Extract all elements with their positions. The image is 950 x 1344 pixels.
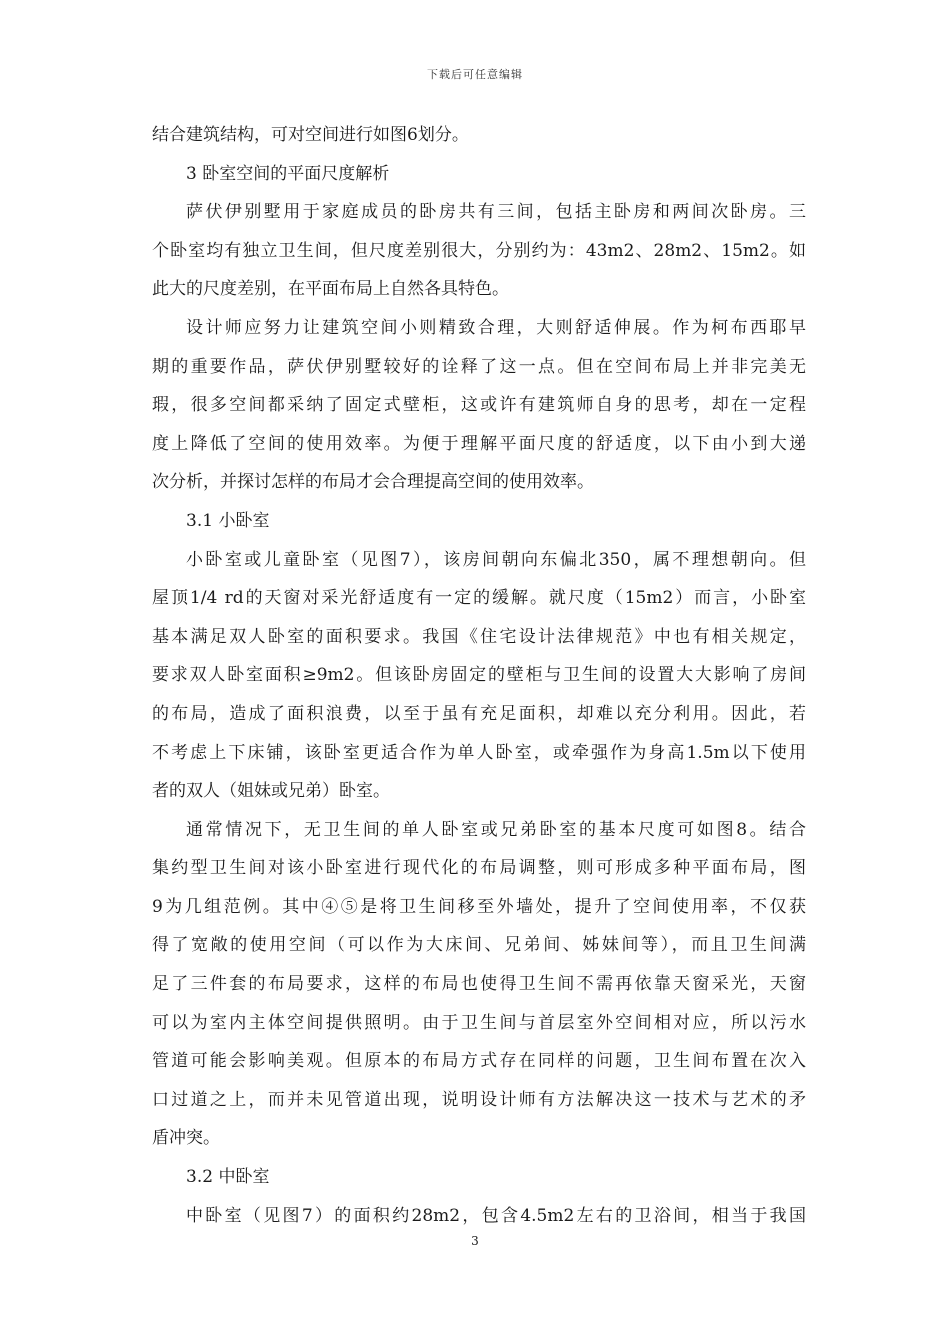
text-line: 3 卧室空间的平面尺度解析: [186, 163, 390, 184]
text-line: 基本满足双人卧室的面积要求。我国《住宅设计法律规范》中也有相关规定，: [152, 626, 806, 647]
text-line: 足了三件套的布局要求，这样的布局也使得卫生间不需再依靠天窗采光，天窗: [152, 974, 806, 995]
text-line: 集约型卫生间对该小卧室进行现代化的布局调整，则可形成多种平面布局，图: [152, 858, 806, 879]
text-line: 瑕，很多空间都采纳了固定式壁柜，这或许有建筑师自身的思考，却在一定程: [152, 395, 806, 416]
text-line: 度上降低了空间的使用效率。为便于理解平面尺度的舒适度，以下由小到大递: [152, 433, 806, 454]
text-line: 3.2 中卧室: [186, 1167, 270, 1188]
text-line: 此大的尺度差别，在平面布局上自然各具特色。: [152, 279, 509, 300]
text-line: 不考虑上下床铺，该卧室更适合作为单人卧室，或牵强作为身高1.5m以下使用: [152, 742, 806, 763]
page-number: 3: [471, 1234, 479, 1248]
text-line: 个卧室均有独立卫生间，但尺度差别很大，分别约为：43m2、28m2、15m2。如: [152, 240, 806, 261]
text-line: 3.1 小卧室: [186, 510, 270, 531]
text-line: 结合建筑结构，可对空间进行如图6划分。: [152, 125, 469, 145]
page-header: 下载后可任意编辑: [427, 68, 523, 81]
document-body: [152, 116, 806, 1235]
text-line: 得了宽敞的使用空间（可以作为大床间、兄弟间、姊妹间等），而且卫生间满: [152, 935, 806, 956]
text-line: 管道可能会影响美观。但原本的布局方式存在同样的问题，卫生间布置在次入: [152, 1051, 806, 1072]
text-line: 通常情况下，无卫生间的单人卧室或兄弟卧室的基本尺度可如图8。结合: [186, 819, 806, 840]
text-line: 要求双人卧室面积≥9m2。但该卧房固定的壁柜与卫生间的设置大大影响了房间: [152, 665, 806, 686]
text-line: 9为几组范例。其中④⑤是将卫生间移至外墙处，提升了空间使用率，不仅获: [152, 896, 806, 917]
text-line: 者的双人（姐妹或兄弟）卧室。: [152, 781, 390, 802]
text-line: 中卧室（见图7）的面积约28m2，包含4.5m2左右的卫浴间，相当于我国: [186, 1205, 806, 1226]
text-line: 可以为室内主体空间提供照明。由于卫生间与首层室外空间相对应，所以污水: [152, 1012, 806, 1033]
text-line: 萨伏伊别墅用于家庭成员的卧房共有三间，包括主卧房和两间次卧房。三: [186, 202, 806, 223]
text-line: 屋顶1/4 rd的天窗对采光舒适度有一定的缓解。就尺度（15m2）而言，小卧室: [152, 588, 806, 609]
text-line: 口过道之上，而并未见管道出现，说明设计师有方法解决这一技术与艺术的矛: [152, 1089, 806, 1110]
text-line: 设计师应努力让建筑空间小则精致合理，大则舒适伸展。作为柯布西耶早: [186, 317, 806, 338]
text-line: 盾冲突。: [152, 1128, 220, 1149]
text-line: 的布局，造成了面积浪费，以至于虽有充足面积，却难以充分利用。因此，若: [152, 703, 806, 724]
text-line: 小卧室或儿童卧室（见图7），该房间朝向东偏北350，属不理想朝向。但: [186, 549, 806, 570]
text-line: 次分析，并探讨怎样的布局才会合理提高空间的使用效率。: [152, 472, 594, 493]
text-line: 期的重要作品，萨伏伊别墅较好的诠释了这一点。但在空间布局上并非完美无: [152, 356, 806, 377]
